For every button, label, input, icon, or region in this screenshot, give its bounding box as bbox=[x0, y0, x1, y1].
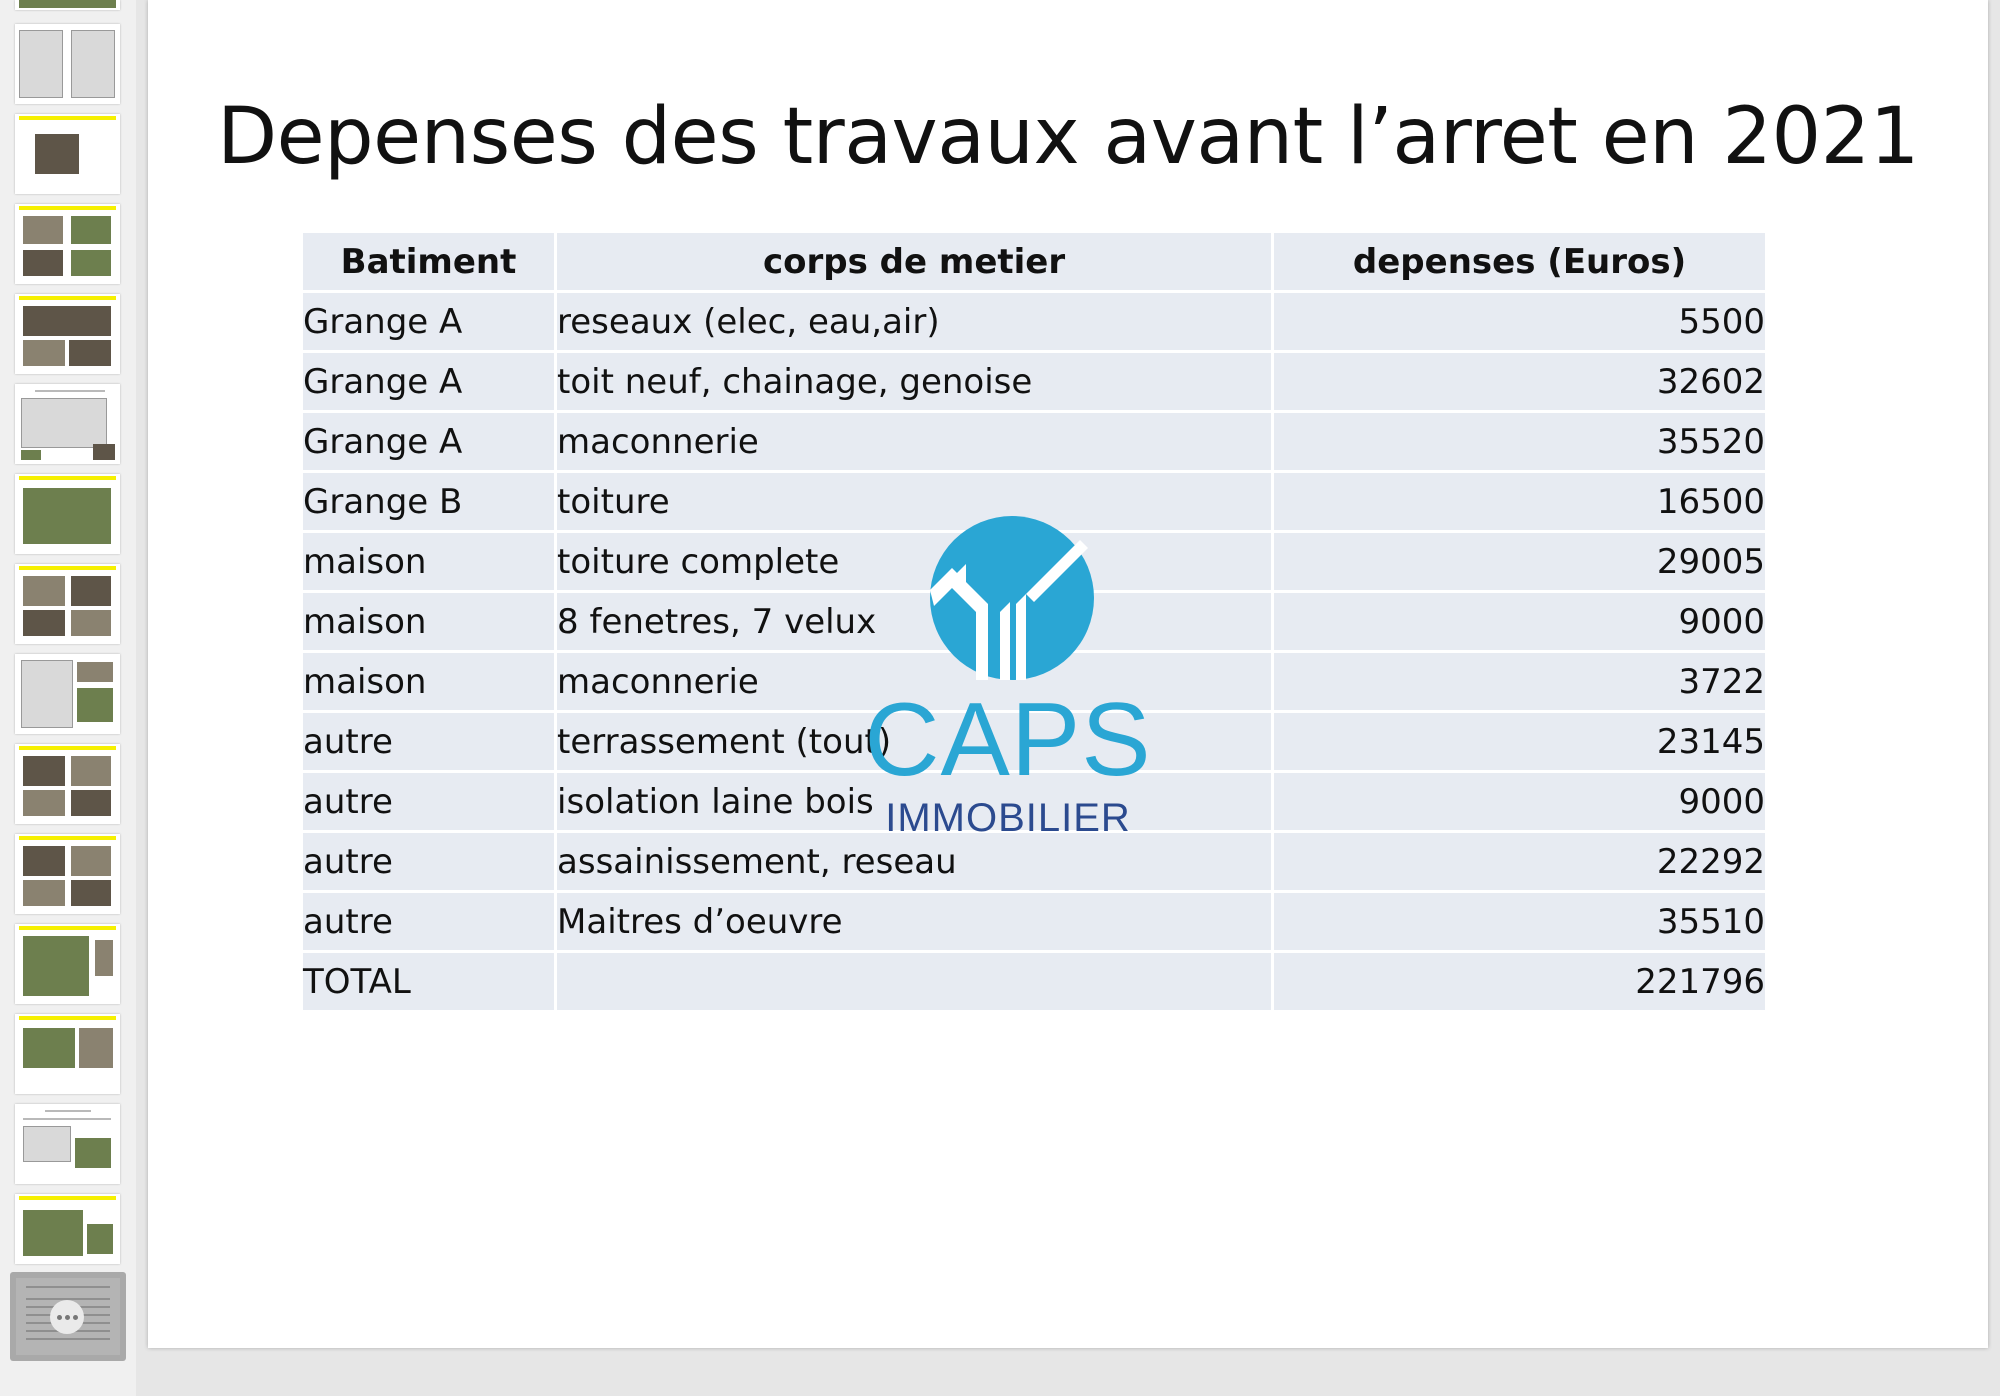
cell-batiment: Grange A bbox=[303, 413, 554, 470]
cell-batiment: Grange B bbox=[303, 473, 554, 530]
slide-thumbnail[interactable] bbox=[15, 1194, 120, 1264]
ellipsis-icon[interactable] bbox=[50, 1300, 84, 1334]
cell-depenses: 16500 bbox=[1274, 473, 1765, 530]
cell-depenses: 23145 bbox=[1274, 713, 1765, 770]
table-row bbox=[303, 353, 1765, 410]
slide-thumbnail[interactable] bbox=[15, 654, 120, 734]
cell-batiment: Grange A bbox=[303, 293, 554, 350]
slide-thumbnail[interactable] bbox=[15, 564, 120, 644]
column-header-corps-de-metier: corps de metier bbox=[557, 233, 1271, 290]
cell-batiment: maison bbox=[303, 593, 554, 650]
slide-thumbnail[interactable] bbox=[15, 204, 120, 284]
slide-thumbnail[interactable] bbox=[15, 924, 120, 1004]
slide-thumbnail[interactable] bbox=[15, 744, 120, 824]
slide-thumbnail[interactable] bbox=[15, 834, 120, 914]
cell-depenses: 9000 bbox=[1274, 773, 1765, 830]
cell-total-value: 221796 bbox=[1274, 953, 1765, 1010]
cell-corps-de-metier: toit neuf, chainage, genoise bbox=[557, 353, 1271, 410]
table-total-row bbox=[303, 953, 1765, 1010]
table-row bbox=[303, 653, 1765, 710]
slide-title: Depenses des travaux avant l’arret en 2021 bbox=[217, 92, 1919, 182]
logo-brand-text: CAPS bbox=[864, 682, 1152, 798]
table-row bbox=[303, 833, 1765, 890]
slide-thumbnail[interactable] bbox=[15, 114, 120, 194]
slide-thumbnail[interactable] bbox=[15, 1104, 120, 1184]
slide-canvas bbox=[148, 0, 1988, 1348]
cell-depenses: 32602 bbox=[1274, 353, 1765, 410]
cell-total-label: TOTAL bbox=[303, 953, 554, 1010]
cell-corps-de-metier: terrassement (tout) bbox=[557, 713, 1271, 770]
cell-batiment: autre bbox=[303, 893, 554, 950]
cell-depenses: 35520 bbox=[1274, 413, 1765, 470]
table-row bbox=[303, 473, 1765, 530]
cell-corps-de-metier: maconnerie bbox=[557, 413, 1271, 470]
slide-thumbnail-sidebar bbox=[0, 0, 136, 1396]
cell-depenses: 9000 bbox=[1274, 593, 1765, 650]
cell-batiment: maison bbox=[303, 653, 554, 710]
column-header-batiment: Batiment bbox=[303, 233, 554, 290]
table-row bbox=[303, 293, 1765, 350]
slide-thumbnail[interactable] bbox=[15, 294, 120, 374]
cell-empty bbox=[557, 953, 1271, 1010]
cell-depenses: 29005 bbox=[1274, 533, 1765, 590]
cell-batiment: autre bbox=[303, 833, 554, 890]
cell-corps-de-metier: maconnerie bbox=[557, 653, 1271, 710]
cell-batiment: autre bbox=[303, 713, 554, 770]
cell-corps-de-metier: toiture complete bbox=[557, 533, 1271, 590]
logo-subtitle-text: IMMOBILIER bbox=[885, 796, 1131, 840]
slide-thumbnail[interactable] bbox=[15, 24, 120, 104]
table-row bbox=[303, 533, 1765, 590]
slide-thumbnail[interactable] bbox=[15, 474, 120, 554]
cell-corps-de-metier: isolation laine bois bbox=[557, 773, 1271, 830]
table-row bbox=[303, 773, 1765, 830]
table-row bbox=[303, 593, 1765, 650]
cell-corps-de-metier: toiture bbox=[557, 473, 1271, 530]
table-row bbox=[303, 893, 1765, 950]
cell-batiment: maison bbox=[303, 533, 554, 590]
table-header-row bbox=[303, 233, 1765, 290]
slide-thumbnail[interactable] bbox=[15, 384, 120, 464]
column-header-depenses: depenses (Euros) bbox=[1274, 233, 1765, 290]
cell-depenses: 35510 bbox=[1274, 893, 1765, 950]
slide-thumbnail[interactable] bbox=[15, 1014, 120, 1094]
cell-corps-de-metier: reseaux (elec, eau,air) bbox=[557, 293, 1271, 350]
cell-corps-de-metier: Maitres d’oeuvre bbox=[557, 893, 1271, 950]
slide-thumbnail[interactable] bbox=[15, 0, 120, 10]
cell-batiment: autre bbox=[303, 773, 554, 830]
table-row bbox=[303, 413, 1765, 470]
table-row bbox=[303, 713, 1765, 770]
cell-depenses: 5500 bbox=[1274, 293, 1765, 350]
cell-corps-de-metier: 8 fenetres, 7 velux bbox=[557, 593, 1271, 650]
cell-depenses: 3722 bbox=[1274, 653, 1765, 710]
cell-depenses: 22292 bbox=[1274, 833, 1765, 890]
cell-corps-de-metier: assainissement, reseau bbox=[557, 833, 1271, 890]
expenses-table bbox=[300, 230, 1768, 1013]
cell-batiment: Grange A bbox=[303, 353, 554, 410]
